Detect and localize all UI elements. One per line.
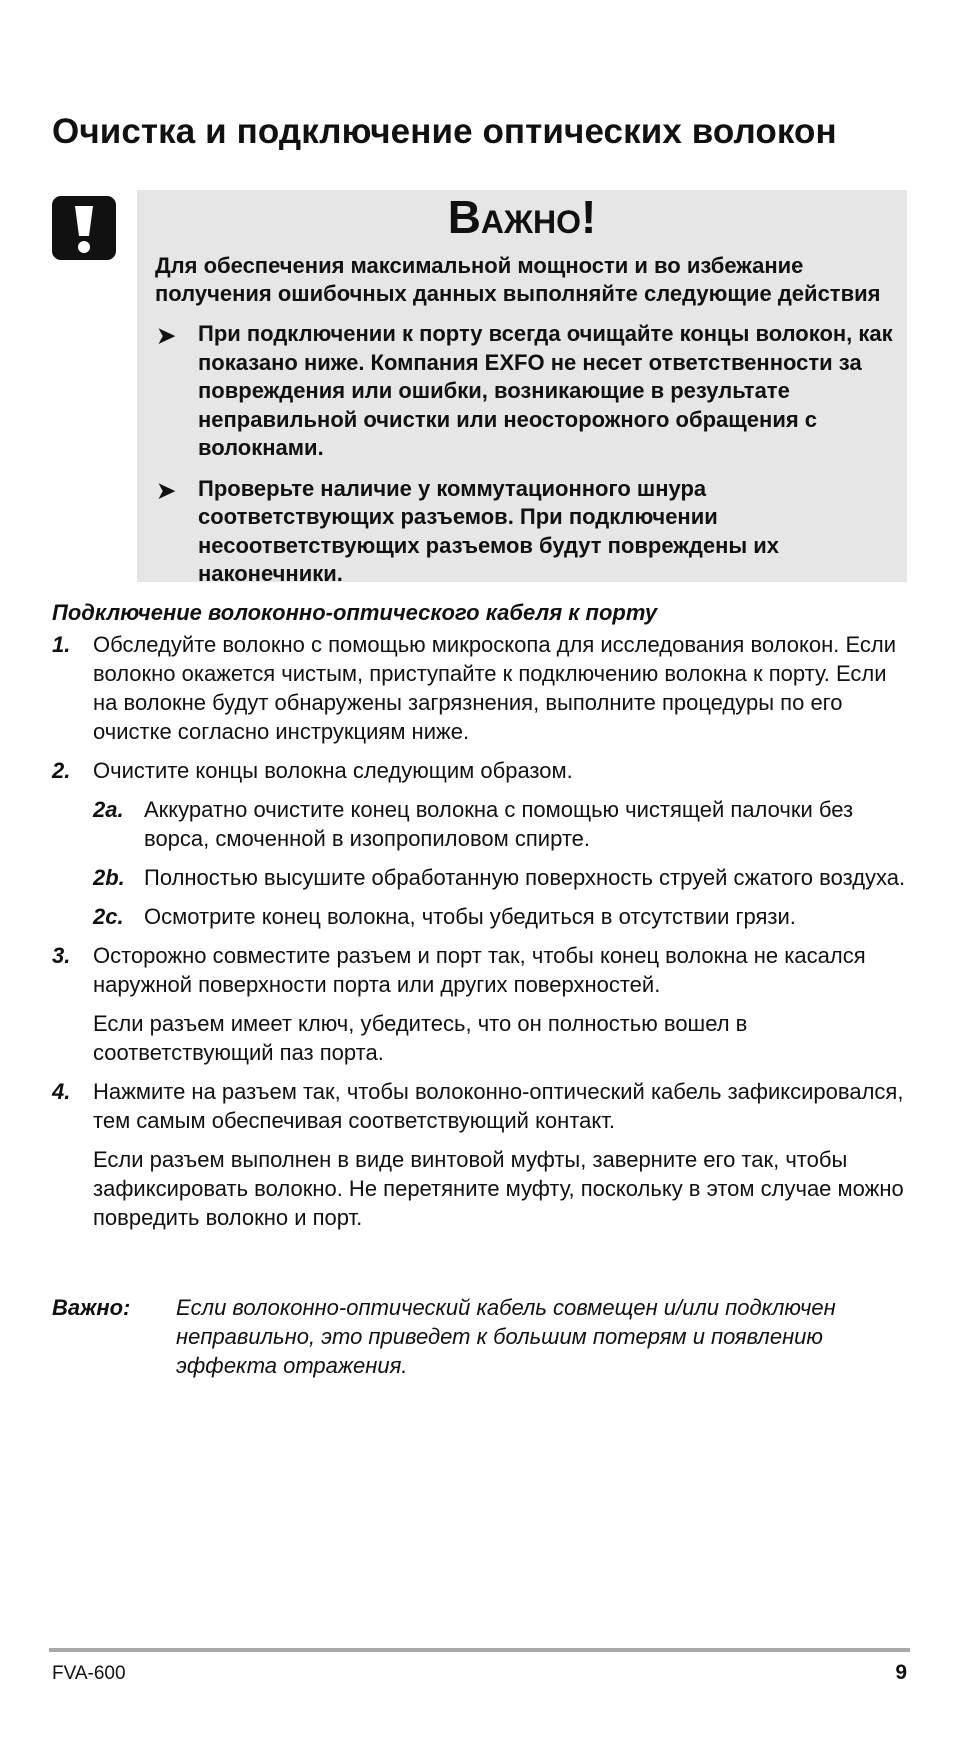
substeps: [93, 795, 912, 931]
important-heading: Важно!: [447, 191, 597, 243]
step-text: Если разъем имеет ключ, убедитесь, что он полностью вошел в соответствующий паз порта.: [93, 1011, 748, 1065]
important-intro: Для обеспечения максимальной мощности и во избежание получения ошибочных данных выполняйте следующие действия: [155, 253, 881, 306]
step-text: Если разъем выполнен в виде винтовой муфты, заверните его так, чтобы зафиксировать волокно. Не перетяните муфту, поскольку в этом случае можно повредить волокно и порт.: [93, 1147, 904, 1230]
footer-page-number: 9: [895, 1661, 907, 1684]
step-text: Осторожно совместите разъем и порт так, чтобы конец волокна не касался наружной поверхности порта или других поверхностей.: [93, 943, 866, 997]
procedure-substep: [93, 795, 912, 853]
important-note: [52, 1293, 912, 1380]
step-text: Нажмите на разъем так, чтобы волоконно-оптический кабель зафиксировался, тем самым обеспечивая соответствующий контакт.: [93, 1079, 904, 1133]
footer-product-name: FVA-600: [52, 1663, 126, 1684]
procedure-substep: [93, 902, 912, 931]
substep-text: Аккуратно очистите конец волокна с помощью чистящей палочки без ворса, смоченной в изопропиловом спирте.: [144, 797, 854, 851]
important-notice-box: [137, 190, 907, 586]
substep-number: 2a.: [93, 797, 124, 822]
note-text: Если волоконно-оптический кабель совмещен и/или подключен неправильно, это приведет к большим потерям и появлению эффекта отражения.: [176, 1295, 836, 1378]
important-list-item: [147, 475, 897, 589]
procedure-heading: Подключение волоконно-оптического кабеля к порту: [52, 600, 658, 625]
substep-text: Полностью высушите обработанную поверхность струей сжатого воздуха.: [144, 865, 906, 890]
step-number: 1.: [52, 632, 71, 657]
important-item-text: При подключении к порту всегда очищайте концы волокон, как показано ниже. Компания EXFO не несет ответственности за повреждения или ошибки, возникающие в результате неправильной очистки или неосторожного обращения с волокнами.: [198, 321, 893, 460]
important-list: [147, 320, 897, 589]
procedure-step: [52, 756, 912, 931]
important-list-item: [147, 320, 897, 463]
footer-divider: [49, 1648, 910, 1652]
step-text: Обследуйте волокно с помощью микроскопа для исследования волокон. Если волокно окажется чистым, приступайте к подключению волокна к порту. Если на волокне будут обнаружены загрязнения, выполните процедуры по его очистке согласно инструкциям ниже.: [93, 632, 896, 744]
page-title: Очистка и подключение оптических волокон: [52, 112, 837, 151]
procedure-step: [52, 1077, 912, 1232]
step-number: 2.: [52, 758, 71, 783]
substep-number: 2c.: [93, 904, 124, 929]
procedure-substep: [93, 863, 912, 892]
procedure-step: [52, 941, 912, 1067]
step-text: Очистите концы волокна следующим образом.: [93, 758, 573, 783]
arrow-bullet-icon: ➤: [157, 323, 176, 348]
procedure-step: [52, 630, 912, 746]
important-item-text: Проверьте наличие у коммутационного шнура соответствующих разъемов. При подключении несоответствующих разъемов будут повреждены их наконечники.: [198, 475, 780, 586]
substep-number: 2b.: [93, 865, 125, 890]
important-exclamation-icon: [52, 196, 116, 260]
arrow-bullet-icon: ➤: [157, 477, 176, 503]
step-number: 3.: [52, 943, 71, 968]
note-label: Важно:: [52, 1295, 131, 1320]
procedure-steps: [52, 630, 912, 1242]
substep-text: Осмотрите конец волокна, чтобы убедиться в отсутствии грязи.: [144, 904, 796, 929]
step-number: 4.: [52, 1079, 71, 1104]
